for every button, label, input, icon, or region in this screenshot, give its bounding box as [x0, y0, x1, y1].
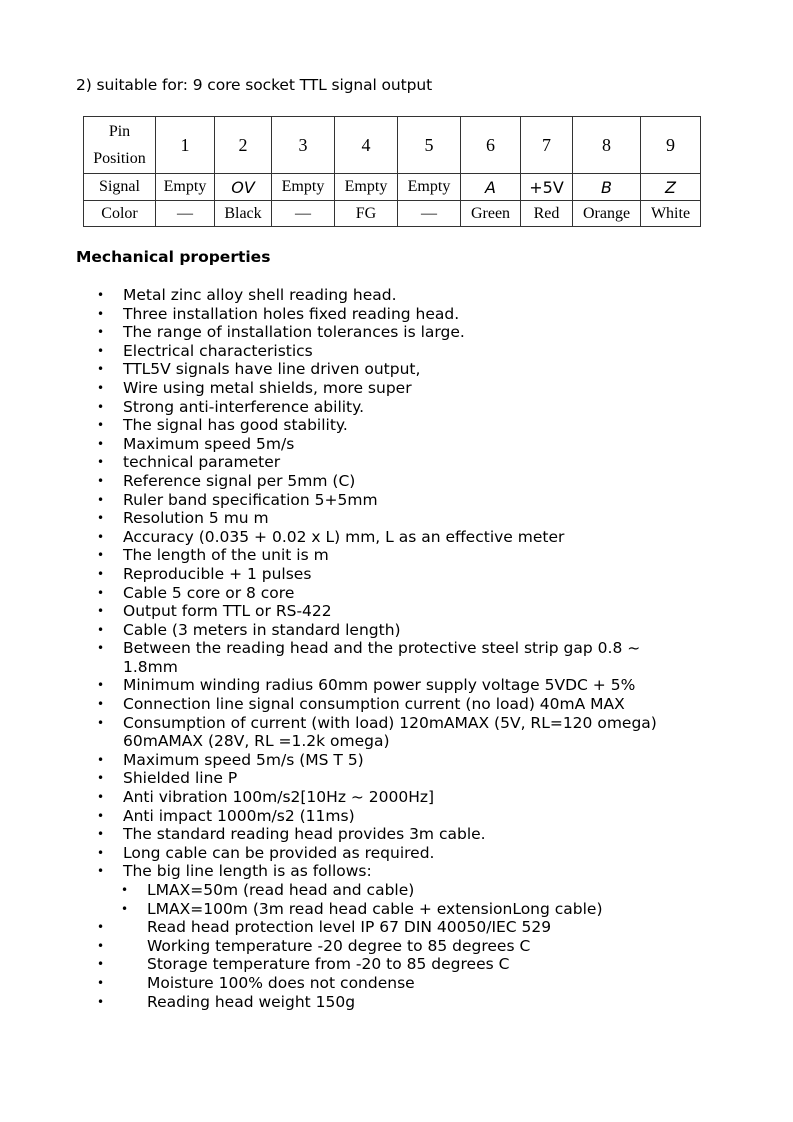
bullet-icon: •: [97, 325, 105, 340]
list-item: • The standard reading head provides 3m cable.: [97, 825, 486, 844]
bullet-icon: •: [97, 473, 105, 488]
pin-9: 9: [641, 117, 701, 174]
color-4: FG: [335, 201, 398, 227]
bullet-icon: •: [97, 641, 105, 656]
list-item: • Electrical characteristics: [97, 341, 313, 360]
list-item: • Connection line signal consumption current (no load) 40mA MAX: [97, 695, 625, 714]
signal-7: +5V: [521, 174, 573, 201]
bullet-icon: •: [97, 306, 105, 321]
signal-2: OV: [215, 174, 272, 201]
color-7: Red: [521, 201, 573, 227]
list-item: • The big line length is as follows:: [97, 862, 372, 881]
bullet-icon: •: [97, 920, 105, 935]
bullet-icon: •: [97, 715, 105, 730]
bullet-icon: •: [97, 752, 105, 767]
bullet-icon: •: [97, 529, 105, 544]
list-item: • Long cable can be provided as required.: [97, 843, 435, 862]
bullet-icon: •: [97, 566, 105, 581]
list-item: • technical parameter: [97, 453, 281, 472]
signal-8: B: [573, 174, 641, 201]
bullet-icon: •: [97, 938, 105, 953]
list-item: • Storage temperature from -20 to 85 degrees C: [97, 955, 510, 974]
pin-position-label: Pin Position: [84, 117, 156, 174]
bullet-icon: •: [97, 771, 105, 786]
list-item: • The range of installation tolerances is large.: [97, 323, 465, 342]
list-item: • Between the reading head and the protective steel strip gap 0.8 ~ 1.8mm: [97, 639, 641, 676]
pin-8: 8: [573, 117, 641, 174]
bullet-icon: •: [97, 808, 105, 823]
list-item: • The length of the unit is m: [97, 546, 329, 565]
section-title: Mechanical properties: [76, 248, 271, 266]
bullet-icon: •: [121, 883, 129, 897]
list-item: • Maximum speed 5m/s: [97, 434, 295, 453]
list-item: • Reference signal per 5mm (C): [97, 471, 356, 490]
color-9: White: [641, 201, 701, 227]
bullet-icon: •: [97, 975, 105, 990]
bullet-icon: •: [97, 362, 105, 377]
list-item: • Cable (3 meters in standard length): [97, 620, 401, 639]
intro-text: 2) suitable for: 9 core socket TTL signal output: [76, 76, 433, 94]
bullet-icon: •: [97, 585, 105, 600]
list-item: • Metal zinc alloy shell reading head.: [97, 286, 397, 304]
bullet-icon: •: [97, 864, 105, 879]
list-item: • Read head protection level IP 67 DIN 40050/IEC 529: [97, 918, 552, 937]
color-5: —: [398, 201, 461, 227]
list-item: • The signal has good stability.: [97, 416, 348, 435]
list-item: • Minimum winding radius 60mm power supply voltage 5VDC + 5%: [97, 676, 636, 695]
list-item: • Ruler band specification 5+5mm: [97, 490, 378, 509]
list-item: • Reading head weight 150g: [97, 992, 356, 1011]
list-item: • Anti vibration 100m/s2[10Hz ~ 2000Hz]: [97, 788, 435, 807]
bullet-icon: •: [97, 548, 105, 563]
pin-row: [84, 117, 701, 174]
color-2: Black: [215, 201, 272, 227]
bullet-icon: •: [97, 790, 105, 805]
list-item: • Three installation holes fixed reading head.: [97, 304, 460, 323]
properties-list: [0, 286, 707, 1011]
list-item: • Wire using metal shields, more super: [97, 378, 412, 397]
bullet-icon: •: [97, 697, 105, 712]
bullet-icon: •: [97, 678, 105, 693]
list-item: • Consumption of current (with load) 120mAMAX (5V, RL=120 omega) 60mAMAX (28V, RL =1.2k omega): [97, 713, 657, 751]
list-item: • Working temperature -20 degree to 85 degrees C: [97, 936, 531, 955]
list-item: • Shielded line P: [97, 769, 238, 788]
signal-4: Empty: [335, 174, 398, 201]
sub-list-item: • LMAX=100m (3m read head cable + extensionLong cable): [121, 899, 603, 918]
signal-6: A: [461, 174, 521, 201]
color-8: Orange: [573, 201, 641, 227]
pin-6: 6: [461, 117, 521, 174]
bullet-icon: •: [121, 901, 129, 916]
sub-list-item: • LMAX=50m (read head and cable): [121, 881, 415, 899]
bullet-icon: •: [97, 343, 105, 358]
pin-5: 5: [398, 117, 461, 174]
list-item: • Cable 5 core or 8 core: [97, 583, 295, 602]
bullet-icon: •: [97, 845, 105, 860]
pin-7: 7: [521, 117, 573, 174]
bullet-icon: •: [97, 511, 105, 526]
bullet-icon: •: [97, 399, 105, 414]
bullet-icon: •: [97, 455, 105, 470]
color-label: Color: [84, 201, 156, 227]
bullet-icon: •: [97, 622, 105, 637]
color-3: —: [272, 201, 335, 227]
bullet-icon: •: [97, 994, 105, 1009]
pin-2: 2: [215, 117, 272, 174]
list-item: • Output form TTL or RS-422: [97, 602, 332, 621]
bullet-icon: •: [97, 418, 105, 433]
pin-3: 3: [272, 117, 335, 174]
color-1: —: [156, 201, 215, 227]
bullet-icon: •: [97, 380, 105, 395]
list-item: • Accuracy (0.035 + 0.02 x L) mm, L as an effective meter: [97, 527, 565, 546]
bullet-icon: •: [97, 436, 105, 451]
bullet-icon: •: [97, 288, 105, 302]
signal-9: Z: [641, 174, 701, 201]
bullet-icon: •: [97, 827, 105, 842]
list-item: • Anti impact 1000m/s2 (11ms): [97, 806, 355, 825]
signal-5: Empty: [398, 174, 461, 201]
pin-1: 1: [156, 117, 215, 174]
signal-row: [84, 174, 701, 201]
list-item: • Reproducible + 1 pulses: [97, 564, 312, 583]
list-item: • Resolution 5 mu m: [97, 509, 269, 528]
pin-4: 4: [335, 117, 398, 174]
signal-3: Empty: [272, 174, 335, 201]
signal-label: Signal: [84, 174, 156, 201]
color-6: Green: [461, 201, 521, 227]
color-row: [84, 201, 701, 227]
signal-1: Empty: [156, 174, 215, 201]
bullet-icon: •: [97, 492, 105, 507]
bullet-icon: •: [97, 957, 105, 972]
pin-table: [83, 116, 701, 227]
list-item: • Maximum speed 5m/s (MS T 5): [97, 750, 364, 769]
list-item: • Moisture 100% does not condense: [97, 973, 415, 992]
list-item: • Strong anti-interference ability.: [97, 397, 365, 416]
list-item: • TTL5V signals have line driven output,: [97, 360, 421, 379]
bullet-icon: •: [97, 604, 105, 619]
